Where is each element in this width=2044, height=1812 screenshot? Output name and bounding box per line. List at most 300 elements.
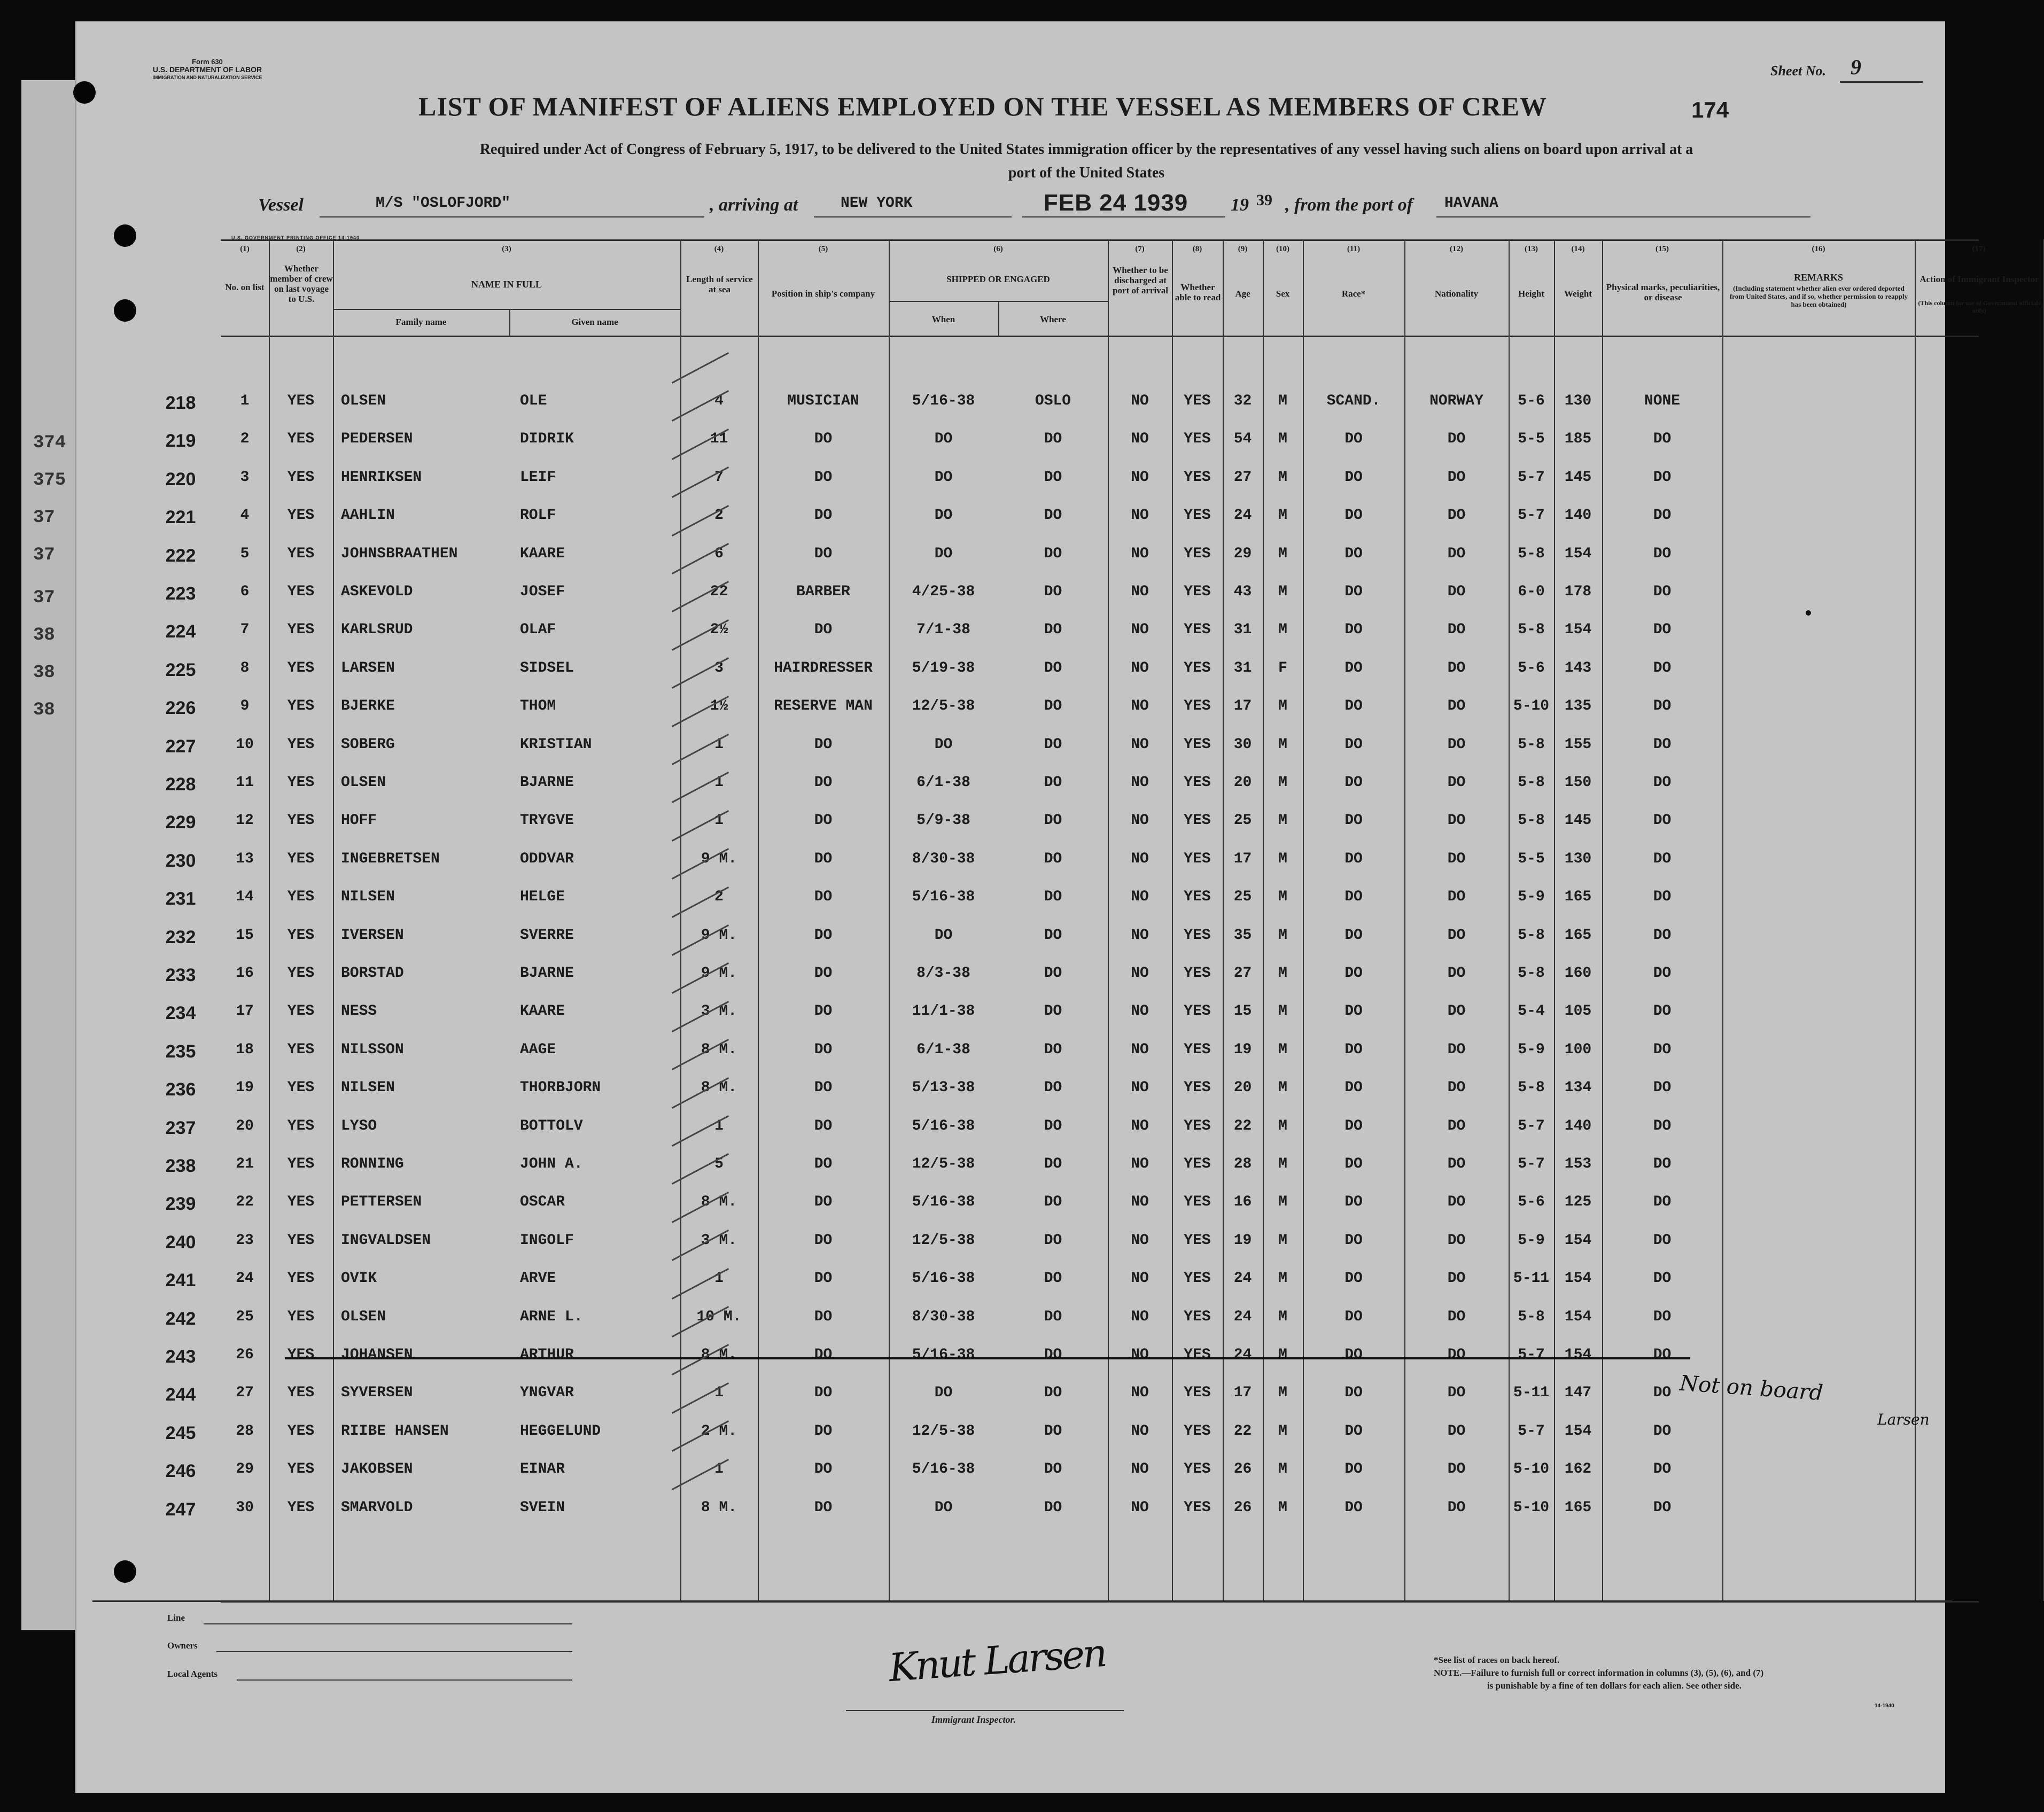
cell-read: YES bbox=[1184, 1194, 1211, 1211]
table-row bbox=[165, 914, 1979, 952]
cell-where: DO bbox=[1044, 1347, 1062, 1363]
cell-where: DO bbox=[1044, 507, 1062, 524]
cell-when: DO bbox=[934, 736, 953, 753]
cell-height: 5-11 bbox=[1513, 1270, 1550, 1287]
row-margin-number: 239 bbox=[165, 1194, 196, 1215]
cell-disch: NO bbox=[1131, 1194, 1149, 1211]
cell-when: 5/16-38 bbox=[912, 1347, 975, 1363]
cell-position: DO bbox=[814, 1270, 833, 1287]
cell-nat: DO bbox=[1447, 621, 1466, 639]
cell-race: DO bbox=[1344, 927, 1363, 944]
cell-family: NILSEN bbox=[341, 889, 395, 906]
cell-race: DO bbox=[1344, 736, 1363, 753]
cell-nat: DO bbox=[1447, 1041, 1466, 1058]
cell-crew: YES bbox=[287, 1003, 315, 1020]
cell-when: 5/16-38 bbox=[912, 889, 975, 906]
cell-given: JOSEF bbox=[520, 584, 565, 600]
cell-position: DO bbox=[814, 1461, 833, 1478]
cell-given: SVERRE bbox=[520, 927, 574, 944]
cell-crew: YES bbox=[287, 469, 315, 486]
cell-nat: DO bbox=[1447, 889, 1466, 906]
cell-height: 5-7 bbox=[1518, 1422, 1545, 1440]
cell-age: 17 bbox=[1233, 1385, 1252, 1402]
row-margin-number: 237 bbox=[165, 1117, 196, 1138]
cell-race: DO bbox=[1344, 812, 1363, 829]
cell-weight: 140 bbox=[1564, 1117, 1592, 1134]
table-row bbox=[165, 494, 1979, 532]
vessel-name: M/S "OSLOFJORD" bbox=[376, 195, 511, 212]
col-header-sex: Sex bbox=[1276, 289, 1290, 299]
row-margin-number: 246 bbox=[165, 1461, 196, 1482]
cell-read: YES bbox=[1184, 1270, 1211, 1287]
department-name: U.S. DEPARTMENT OF LABOR bbox=[152, 65, 262, 74]
cell-where: DO bbox=[1044, 1499, 1062, 1516]
cell-sex: M bbox=[1278, 621, 1287, 639]
cell-marks: DO bbox=[1653, 1232, 1672, 1249]
cell-no: 19 bbox=[236, 1079, 254, 1096]
col-header-remarks-note: (Including statement whether alien ever ordered deported from United States, and if so, whether permission to reapply has been obtained) bbox=[1729, 284, 1908, 308]
service-name: IMMIGRATION AND NATURALIZATION SERVICE bbox=[152, 75, 262, 80]
table-row bbox=[165, 1067, 1979, 1105]
back-sheet-number: 38 bbox=[33, 700, 55, 720]
cell-read: YES bbox=[1184, 736, 1211, 753]
cell-sex: M bbox=[1278, 1385, 1287, 1402]
cell-given: KAARE bbox=[520, 1003, 565, 1020]
cell-where: DO bbox=[1044, 1232, 1062, 1249]
cell-read: YES bbox=[1184, 431, 1211, 448]
cell-no: 7 bbox=[240, 621, 250, 639]
cell-crew: YES bbox=[287, 1385, 315, 1402]
cell-service: 1 bbox=[714, 1270, 724, 1287]
cell-crew: YES bbox=[287, 584, 315, 600]
table-row bbox=[165, 761, 1979, 799]
cell-disch: NO bbox=[1131, 469, 1149, 486]
cell-age: 24 bbox=[1233, 1308, 1252, 1325]
row-margin-number: 219 bbox=[165, 431, 196, 452]
col-header-age: Age bbox=[1235, 289, 1250, 299]
cell-given: INGOLF bbox=[520, 1232, 574, 1249]
cell-disch: NO bbox=[1131, 1461, 1149, 1478]
cell-nat: DO bbox=[1447, 1385, 1466, 1402]
cell-read: YES bbox=[1184, 927, 1211, 944]
owners-underline bbox=[216, 1651, 572, 1652]
from-port-underline bbox=[1436, 216, 1810, 217]
cell-height: 5-9 bbox=[1518, 1041, 1545, 1058]
cell-nat: DO bbox=[1447, 507, 1466, 524]
cell-family: NESS bbox=[341, 1003, 377, 1020]
cell-crew: YES bbox=[287, 621, 315, 639]
cell-crew: YES bbox=[287, 393, 315, 409]
cell-race: DO bbox=[1344, 1270, 1363, 1287]
cell-age: 25 bbox=[1233, 889, 1252, 906]
col-num-9: (9) bbox=[1238, 245, 1248, 253]
cell-family: NILSSON bbox=[341, 1041, 404, 1058]
cell-read: YES bbox=[1184, 469, 1211, 486]
cell-crew: YES bbox=[287, 507, 315, 524]
table-row bbox=[165, 1487, 1979, 1525]
cell-position: DO bbox=[814, 621, 833, 639]
row-margin-number: 221 bbox=[165, 507, 196, 528]
cell-crew: YES bbox=[287, 1422, 315, 1440]
cell-given: ODDVAR bbox=[520, 850, 574, 867]
cell-sex: M bbox=[1278, 774, 1287, 791]
shipped-divider bbox=[998, 301, 999, 336]
cell-weight: 178 bbox=[1564, 584, 1592, 600]
cell-position: DO bbox=[814, 507, 833, 524]
back-sheet-number: 38 bbox=[33, 625, 55, 646]
form-code: 14-1940 bbox=[1875, 1703, 1894, 1709]
cell-height: 5-5 bbox=[1518, 431, 1545, 448]
cell-where: DO bbox=[1044, 1003, 1062, 1020]
cell-position: MUSICIAN bbox=[787, 393, 859, 409]
cell-when: DO bbox=[934, 545, 953, 562]
cell-given: THORBJORN bbox=[520, 1079, 601, 1096]
cell-age: 24 bbox=[1233, 507, 1252, 524]
cell-disch: NO bbox=[1131, 1232, 1149, 1249]
cell-marks: DO bbox=[1653, 659, 1672, 676]
cell-disch: NO bbox=[1131, 965, 1149, 982]
cell-weight: 154 bbox=[1564, 1232, 1592, 1249]
row-margin-number: 242 bbox=[165, 1308, 196, 1329]
cell-nat: DO bbox=[1447, 659, 1466, 676]
cell-marks: DO bbox=[1653, 431, 1672, 448]
cell-height: 5-7 bbox=[1518, 1117, 1545, 1134]
sheet-number-underline bbox=[1840, 81, 1923, 83]
cell-read: YES bbox=[1184, 659, 1211, 676]
col-num-3: (3) bbox=[502, 245, 511, 253]
cell-marks: DO bbox=[1653, 850, 1672, 867]
cell-age: 19 bbox=[1233, 1041, 1252, 1058]
cell-no: 12 bbox=[236, 812, 254, 829]
cell-marks: DO bbox=[1653, 1385, 1672, 1402]
cell-race: DO bbox=[1344, 965, 1363, 982]
cell-service: 9 M. bbox=[701, 965, 737, 982]
cell-crew: YES bbox=[287, 1156, 315, 1172]
cell-family: LARSEN bbox=[341, 659, 395, 676]
cell-read: YES bbox=[1184, 1308, 1211, 1325]
cell-height: 5-7 bbox=[1518, 1156, 1545, 1172]
cell-marks: DO bbox=[1653, 1499, 1672, 1516]
cell-sex: F bbox=[1278, 659, 1287, 676]
cell-no: 2 bbox=[240, 431, 250, 448]
cell-position: DO bbox=[814, 927, 833, 944]
col-num-4: (4) bbox=[714, 245, 724, 253]
cell-given: BJARNE bbox=[520, 965, 574, 982]
cell-when: 8/30-38 bbox=[912, 1308, 975, 1325]
cell-age: 22 bbox=[1233, 1422, 1252, 1440]
cell-sex: M bbox=[1278, 812, 1287, 829]
cell-service: 8 M. bbox=[701, 1347, 737, 1363]
row-margin-number: 247 bbox=[165, 1499, 196, 1520]
cell-where: DO bbox=[1044, 1308, 1062, 1325]
table-row bbox=[165, 533, 1979, 571]
cell-disch: NO bbox=[1131, 659, 1149, 676]
cell-given: KRISTIAN bbox=[520, 736, 592, 753]
cell-read: YES bbox=[1184, 1461, 1211, 1478]
cell-service: 2 M. bbox=[701, 1422, 737, 1440]
cell-weight: 153 bbox=[1564, 1156, 1592, 1172]
cell-marks: DO bbox=[1653, 1347, 1672, 1363]
col-num-15: (15) bbox=[1656, 245, 1669, 253]
cell-height: 6-0 bbox=[1518, 584, 1545, 600]
table-row bbox=[165, 799, 1979, 837]
cell-family: SOBERG bbox=[341, 736, 395, 753]
cell-disch: NO bbox=[1131, 431, 1149, 448]
cell-nat: DO bbox=[1447, 965, 1466, 982]
local-agents-underline bbox=[237, 1679, 572, 1681]
cell-read: YES bbox=[1184, 889, 1211, 906]
cell-no: 10 bbox=[236, 736, 254, 753]
cell-service: 1 bbox=[714, 812, 724, 829]
cell-given: LEIF bbox=[520, 469, 556, 486]
cell-height: 5-6 bbox=[1518, 1194, 1545, 1211]
cell-given: DIDRIK bbox=[520, 431, 574, 448]
cell-where: DO bbox=[1044, 1270, 1062, 1287]
col-header-marks: Physical marks, peculiarities, or disease bbox=[1606, 282, 1720, 302]
row-margin-number: 232 bbox=[165, 927, 196, 947]
cell-sex: M bbox=[1278, 1308, 1287, 1325]
col-header-action: Action of Immigrant Inspector bbox=[1919, 274, 2039, 284]
cell-age: 20 bbox=[1233, 1079, 1252, 1096]
cell-nat: DO bbox=[1447, 698, 1466, 715]
cell-sex: M bbox=[1278, 1156, 1287, 1172]
cell-disch: NO bbox=[1131, 1041, 1149, 1058]
table-row bbox=[165, 1334, 1979, 1372]
cell-nat: DO bbox=[1447, 431, 1466, 448]
footer-note bbox=[1434, 1654, 1941, 1692]
cell-weight: 147 bbox=[1564, 1385, 1592, 1402]
cell-service: 8 M. bbox=[701, 1499, 737, 1516]
cell-sex: M bbox=[1278, 393, 1287, 409]
cell-service: 9 M. bbox=[701, 927, 737, 944]
cell-age: 24 bbox=[1233, 1270, 1252, 1287]
requirement-line-1: Required under Act of Congress of February 5, 1917, to be delivered to the United States immigration officer by the representatives of any vessel having such aliens on board upon arrival at a bbox=[479, 141, 1693, 158]
cell-sex: M bbox=[1278, 469, 1287, 486]
cell-where: DO bbox=[1044, 774, 1062, 791]
name-divider bbox=[509, 309, 510, 336]
table-row bbox=[165, 1410, 1979, 1448]
cell-when: DO bbox=[934, 431, 953, 448]
cell-nat: DO bbox=[1447, 1499, 1466, 1516]
cell-nat: DO bbox=[1447, 736, 1466, 753]
cell-crew: YES bbox=[287, 812, 315, 829]
cell-read: YES bbox=[1184, 393, 1211, 409]
strikethrough-line bbox=[285, 1357, 1690, 1359]
cell-no: 8 bbox=[240, 659, 250, 676]
row-margin-number: 238 bbox=[165, 1156, 196, 1176]
cell-nat: DO bbox=[1447, 774, 1466, 791]
col-num-14: (14) bbox=[1571, 245, 1585, 253]
row-margin-number: 230 bbox=[165, 850, 196, 871]
cell-position: DO bbox=[814, 1347, 833, 1363]
cell-given: KAARE bbox=[520, 545, 565, 562]
cell-crew: YES bbox=[287, 774, 315, 791]
cell-crew: YES bbox=[287, 850, 315, 867]
cell-weight: 130 bbox=[1564, 393, 1592, 409]
table-row bbox=[165, 647, 1979, 685]
inspector-label: Immigrant Inspector. bbox=[931, 1714, 1016, 1725]
row-margin-number: 229 bbox=[165, 812, 196, 833]
cell-disch: NO bbox=[1131, 1422, 1149, 1440]
cell-marks: DO bbox=[1653, 507, 1672, 524]
cell-no: 9 bbox=[240, 698, 250, 715]
cell-height: 5-8 bbox=[1518, 774, 1545, 791]
cell-where: DO bbox=[1044, 850, 1062, 867]
cell-height: 5-10 bbox=[1513, 1499, 1550, 1516]
cell-when: 7/1-38 bbox=[916, 621, 970, 639]
cell-where: DO bbox=[1044, 736, 1062, 753]
cell-marks: DO bbox=[1653, 621, 1672, 639]
local-agents-label: Local Agents bbox=[167, 1669, 217, 1679]
cell-position: HAIRDRESSER bbox=[774, 659, 873, 676]
col-num-6: (6) bbox=[993, 245, 1003, 253]
cell-service: 11 bbox=[710, 431, 728, 448]
cell-given: ROLF bbox=[520, 507, 556, 524]
cell-sex: M bbox=[1278, 584, 1287, 600]
cell-given: OLAF bbox=[520, 621, 556, 639]
form-number: Form 630 bbox=[192, 58, 223, 66]
cell-nat: DO bbox=[1447, 1308, 1466, 1325]
cell-no: 13 bbox=[236, 850, 254, 867]
cell-when: 12/5-38 bbox=[912, 698, 975, 715]
back-sheet-number: 38 bbox=[33, 663, 55, 683]
cell-no: 21 bbox=[236, 1156, 254, 1172]
cell-read: YES bbox=[1184, 812, 1211, 829]
cell-marks: DO bbox=[1653, 1117, 1672, 1134]
cell-weight: 105 bbox=[1564, 1003, 1592, 1020]
cell-marks: DO bbox=[1653, 1003, 1672, 1020]
cell-disch: NO bbox=[1131, 698, 1149, 715]
cell-height: 5-8 bbox=[1518, 621, 1545, 639]
cell-where: DO bbox=[1044, 659, 1062, 676]
col-header-family: Family name bbox=[395, 317, 447, 327]
cell-crew: YES bbox=[287, 889, 315, 906]
cell-when: 5/13-38 bbox=[912, 1079, 975, 1096]
penalty-note-2: is punishable by a fine of ten dollars for each alien. See other side. bbox=[1487, 1681, 1742, 1691]
cell-when: 6/1-38 bbox=[916, 1041, 970, 1058]
cell-nat: DO bbox=[1447, 584, 1466, 600]
punch-hole bbox=[114, 1560, 136, 1583]
cell-service: 1½ bbox=[710, 698, 728, 715]
cell-disch: NO bbox=[1131, 1385, 1149, 1402]
cell-sex: M bbox=[1278, 1079, 1287, 1096]
table-header-rule bbox=[221, 336, 1979, 337]
handwritten-remark-2: Larsen bbox=[1877, 1411, 1930, 1428]
cell-race: DO bbox=[1344, 1385, 1363, 1402]
table-row bbox=[165, 876, 1979, 914]
cell-no: 26 bbox=[236, 1347, 254, 1363]
cell-service: 1 bbox=[714, 774, 724, 791]
cell-nat: DO bbox=[1447, 1156, 1466, 1172]
cell-age: 31 bbox=[1233, 621, 1252, 639]
cell-marks: DO bbox=[1653, 698, 1672, 715]
cell-where: DO bbox=[1044, 812, 1062, 829]
cell-service: 1 bbox=[714, 1461, 724, 1478]
cell-given: JOHN A. bbox=[520, 1156, 583, 1172]
cell-given: HEGGELUND bbox=[520, 1422, 601, 1440]
cell-read: YES bbox=[1184, 1499, 1211, 1516]
cell-no: 3 bbox=[240, 469, 250, 486]
cell-weight: 160 bbox=[1564, 965, 1592, 982]
row-margin-number: 235 bbox=[165, 1041, 196, 1062]
cell-disch: NO bbox=[1131, 1347, 1149, 1363]
cell-disch: NO bbox=[1131, 393, 1149, 409]
cell-sex: M bbox=[1278, 1003, 1287, 1020]
handwritten-remark: Not on board bbox=[1678, 1371, 1824, 1406]
cell-service: 8 M. bbox=[701, 1041, 737, 1058]
cell-weight: 125 bbox=[1564, 1194, 1592, 1211]
cell-no: 4 bbox=[240, 507, 250, 524]
cell-family: INGEBRETSEN bbox=[341, 850, 440, 867]
manifest-sheet bbox=[75, 21, 2041, 1793]
cell-crew: YES bbox=[287, 545, 315, 562]
printing-office-note: U.S. GOVERNMENT PRINTING OFFICE 14-1940 bbox=[231, 235, 360, 240]
table-row bbox=[165, 380, 1979, 418]
cell-given: THOM bbox=[520, 698, 556, 715]
arrival-underline bbox=[814, 216, 1012, 217]
cell-read: YES bbox=[1184, 621, 1211, 639]
cell-where: OSLO bbox=[1035, 393, 1071, 409]
cell-sex: M bbox=[1278, 1499, 1287, 1516]
cell-race: DO bbox=[1344, 1156, 1363, 1172]
row-margin-number: 220 bbox=[165, 469, 196, 489]
cell-age: 15 bbox=[1233, 1003, 1252, 1020]
cell-read: YES bbox=[1184, 1232, 1211, 1249]
cell-when: DO bbox=[934, 927, 953, 944]
cell-nat: DO bbox=[1447, 545, 1466, 562]
cell-when: 12/5-38 bbox=[912, 1156, 975, 1172]
cell-given: YNGVAR bbox=[520, 1385, 574, 1402]
cell-disch: NO bbox=[1131, 1079, 1149, 1096]
cell-height: 5-5 bbox=[1518, 850, 1545, 867]
arrival-port: NEW YORK bbox=[841, 195, 913, 212]
cell-no: 20 bbox=[236, 1117, 254, 1134]
cell-position: DO bbox=[814, 1079, 833, 1096]
cell-age: 32 bbox=[1233, 393, 1252, 409]
cell-when: 5/16-38 bbox=[912, 1461, 975, 1478]
cell-family: AAHLIN bbox=[341, 507, 395, 524]
cell-position: DO bbox=[814, 1117, 833, 1134]
cell-where: DO bbox=[1044, 621, 1062, 639]
row-margin-number: 243 bbox=[165, 1347, 196, 1367]
cell-given: ARTHUR bbox=[520, 1347, 574, 1363]
cell-when: DO bbox=[934, 1385, 953, 1402]
cell-no: 15 bbox=[236, 927, 254, 944]
penalty-note-1: NOTE.—Failure to furnish full or correct information in columns (3), (5), (6), and (7) bbox=[1434, 1668, 1764, 1678]
cell-no: 6 bbox=[240, 584, 250, 600]
cell-race: DO bbox=[1344, 545, 1363, 562]
cell-disch: NO bbox=[1131, 1499, 1149, 1516]
col-num-5: (5) bbox=[818, 245, 828, 253]
back-sheet-number: 374 bbox=[33, 433, 66, 453]
cell-read: YES bbox=[1184, 1079, 1211, 1096]
cell-family: OLSEN bbox=[341, 774, 386, 791]
cell-height: 5-8 bbox=[1518, 1308, 1545, 1325]
cell-when: DO bbox=[934, 507, 953, 524]
cell-sex: M bbox=[1278, 736, 1287, 753]
cell-where: DO bbox=[1044, 431, 1062, 448]
cell-read: YES bbox=[1184, 545, 1211, 562]
cell-where: DO bbox=[1044, 1117, 1062, 1134]
cell-no: 14 bbox=[236, 889, 254, 906]
cell-family: PETTERSEN bbox=[341, 1194, 422, 1211]
cell-service: 4 bbox=[714, 393, 724, 409]
cell-disch: NO bbox=[1131, 507, 1149, 524]
cell-crew: YES bbox=[287, 1499, 315, 1516]
table-row bbox=[165, 1029, 1979, 1067]
cell-when: 12/5-38 bbox=[912, 1422, 975, 1440]
cell-service: 1 bbox=[714, 1117, 724, 1134]
